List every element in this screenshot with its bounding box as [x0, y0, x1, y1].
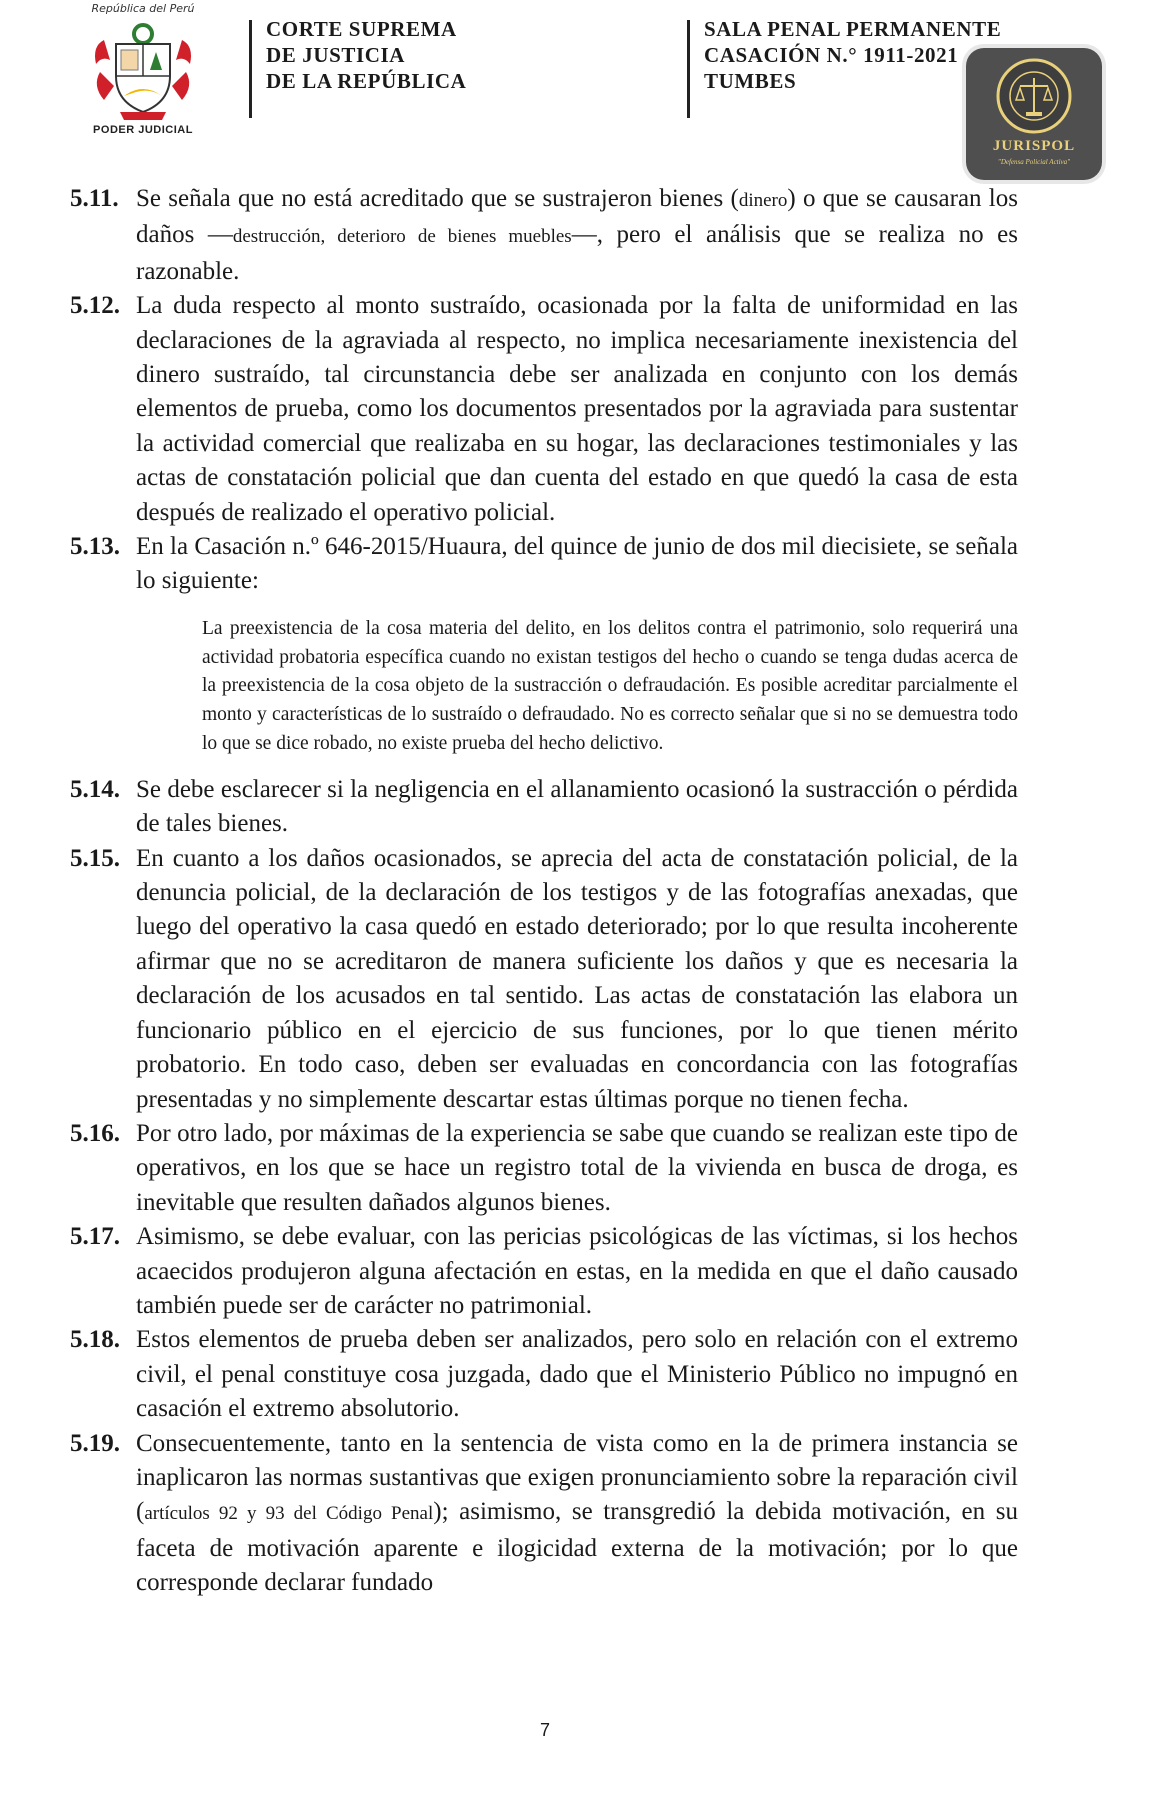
block-quote: La preexistencia de la cosa materia del delito, en los delitos contra el patrimonio, solo requerirá una actividad probatoria específica cuando no existan testigos del hecho o cuando se tenga dudas acerca de la preexistencia de la cosa objeto de la sustracción o defraudación. Es posible acreditar parcialmente el monto y características de lo sustraído o defraudado. No es correcto señalar que si no se demuestra todo lo que se dice robado, no existe prueba del hecho delictivo. [202, 617, 1018, 755]
sala-line: SALA PENAL PERMANENTE [704, 17, 1002, 41]
paragraph-text: Se debe esclarecer si la negligencia en el allanamiento ocasionó la sustracción o pérdida de tales bienes. [136, 775, 1018, 838]
court-name [266, 16, 466, 94]
paragraph-5-12 [70, 289, 1018, 530]
court-line: CORTE SUPREMA [266, 17, 457, 41]
logo-name: JURISPOL [992, 138, 1076, 154]
paragraph-text: Asimismo, se debe evaluar, con las pericias psicológicas de las víctimas, si los hechos acaecidos produjeron alguna afectación en estas, en la medida en que el daño causado también puede ser de carácter no patrimonial. [136, 1223, 1018, 1319]
header-divider-left [249, 20, 252, 118]
logo-motto: "Defensa Policial Activa" [997, 158, 1071, 166]
paragraph-5-17 [70, 1220, 1018, 1323]
paragraph-number: 5.14. [70, 775, 120, 803]
paragraph-text: La duda respecto al monto sustraído, ocasionada por la falta de uniformidad en las declaraciones de la agraviada al respecto, no implica necesariamente inexistencia del dinero sustraído, tal circunstancia debe ser analizada en conjunto con los demás elementos de prueba, como los documentos presentados por la agraviada para sustentar la actividad comercial que realizaba en su hogar, las declaraciones testimoniales y las actas de constatación policial que dan cuenta del estado en que quedó la casa de esta después de realizado el operativo policial. [136, 292, 1018, 526]
paragraph-5-11 [70, 182, 1018, 289]
scales-of-justice-icon [994, 56, 1074, 136]
header-divider-right [687, 20, 690, 118]
paragraph-text: Estos elementos de prueba deben ser analizados, pero solo en relación con el extremo civil, el penal constituye cosa juzgada, dado que el Ministerio Público no impugnó en casación el extremo absolutorio. [136, 1326, 1018, 1423]
case-reference [704, 16, 1001, 94]
paragraph-5-13 [70, 530, 1018, 599]
court-line: DE JUSTICIA [266, 43, 406, 67]
paragraph-number: 5.12. [70, 292, 120, 320]
paragraph-number: 5.17. [70, 1223, 120, 1251]
paragraph-text: ) o que se causaran los daños — [136, 185, 1018, 249]
paragraph-number: 5.11. [70, 185, 119, 212]
paragraph-text: Por otro lado, por máximas de la experiencia se sabe que cuando se realizan este tipo de operativos, en los que se hace un registro total de la vivienda en busca de droga, es inevitable que resulten dañados algunos bienes. [136, 1119, 1018, 1216]
poder-judicial-seal [78, 2, 208, 142]
paragraph-5-18 [70, 1323, 1018, 1426]
court-line: DE LA REPÚBLICA [266, 69, 467, 93]
paragraph-text: Se señala que no está acreditado que se sustrajeron bienes ( [136, 185, 739, 212]
paragraph-text: ); asimismo, se transgredió la debida motivación, en su faceta de motivación aparente e ilogicidad externa de la motivación; por lo que corresponde declarar fundado [136, 1498, 1018, 1597]
case-number: CASACIÓN N.° 1911-2021 [704, 43, 959, 67]
jurispol-logo [966, 48, 1102, 180]
paragraph-number: 5.13. [70, 533, 120, 561]
case-location: TUMBES [704, 69, 797, 93]
paragraph-number: 5.18. [70, 1326, 120, 1354]
document-header [0, 0, 1170, 180]
paragraph-inline-small: artículos 92 y 93 del Código Penal [144, 1503, 434, 1525]
paragraph-5-16 [70, 1117, 1018, 1220]
paragraph-number: 5.15. [70, 844, 120, 872]
paragraph-text: Consecuentemente, tanto en la sentencia de vista como en la de primera instancia se inaplicaron las normas sustantivas que exigen pronunciamiento sobre la reparación civil ( [136, 1429, 1018, 1526]
seal-bottom-text: PODER JUDICIAL [93, 124, 193, 136]
paragraph-5-15 [70, 842, 1018, 1117]
paragraph-inline-small: dinero [738, 190, 788, 211]
seal-top-text: República del Perú [91, 2, 195, 15]
paragraph-number: 5.19. [70, 1429, 120, 1457]
page-number: 7 [539, 1720, 550, 1740]
paragraph-text: En la Casación n.º 646-2015/Huaura, del quince de junio de dos mil diecisiete, se señala lo siguiente: [136, 533, 1018, 595]
paragraph-number: 5.16. [70, 1119, 120, 1147]
paragraph-text: —, pero el análisis que se realiza no es razonable. [136, 221, 1018, 285]
paragraph-inline-small: destrucción, deterioro de bienes muebles [232, 226, 572, 248]
paragraph-text: En cuanto a los daños ocasionados, se aprecia del acta de constatación policial, de la denuncia policial, de la declaración de los testigos y de las fotografías anexadas, que luego del operativo la casa quedó en estado deteriorado; por lo que resulta incoherente afirmar que no se acreditaron de manera suficiente los daños y que es necesaria la declaración de los acusados en tal sentido. Las actas de constatación las elabora un funcionario público en el ejercicio de sus funciones, por lo que tienen mérito probatorio. En todo caso, deben ser evaluadas en concordancia con las fotografías presentadas y no simplemente descartar estas últimas porque no tienen fecha. [136, 844, 1018, 1113]
coat-of-arms-icon [90, 16, 196, 122]
paragraph-5-19 [70, 1427, 1018, 1601]
paragraph-5-14 [70, 773, 1018, 842]
document-body [70, 182, 1018, 1601]
